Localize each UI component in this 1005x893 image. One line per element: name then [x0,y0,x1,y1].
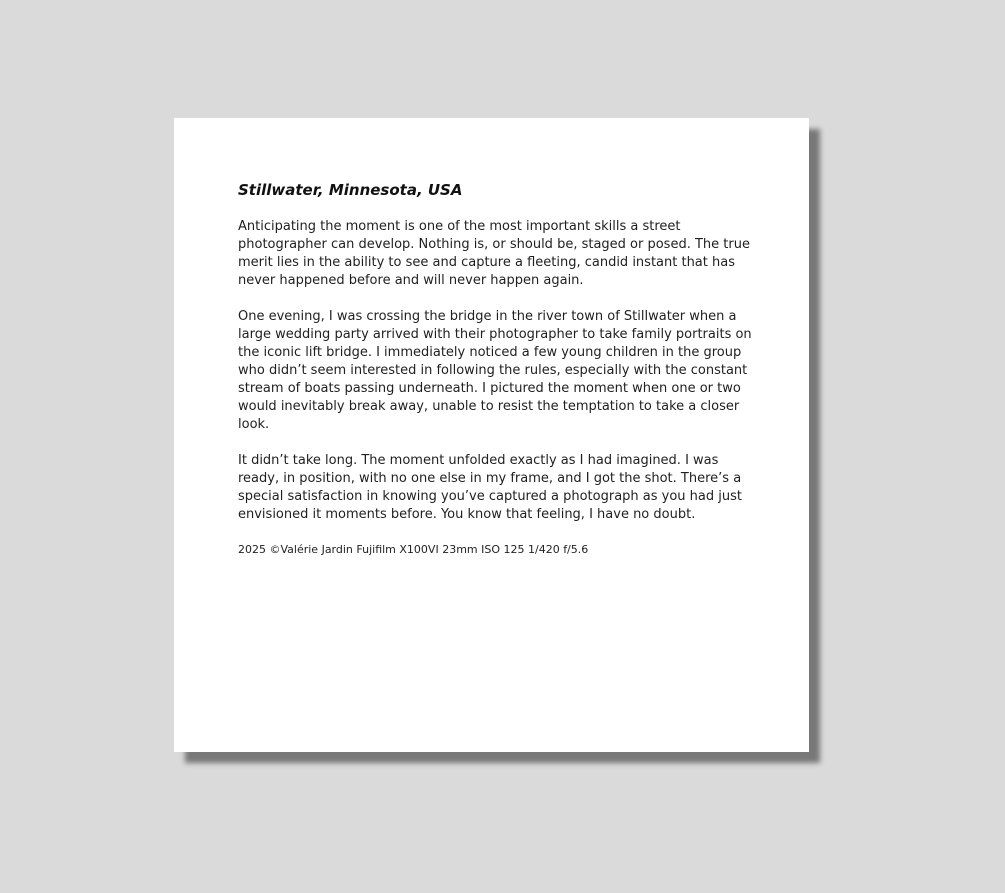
paragraph-3: It didn’t take long. The moment unfolded exactly as I had imagined. I was ready, in position, with no one else in my frame, and I got the shot. There’s a special satisfaction in knowing you’ve captured a photograph as you had just envisioned it moments before. You know that feeling, I have no doubt. [238,453,742,522]
document-page [174,118,809,752]
paragraph-1: Anticipating the moment is one of the most important skills a street photographer can develop. Nothing is, or should be, staged or posed. The true merit lies in the ability to see and capture a fleeting, candid instant that has never happened before and will never happen again. [238,219,750,288]
photo-caption: 2025 ©Valérie Jardin Fujifilm X100VI 23mm ISO 125 1/420 f/5.6 [238,543,589,556]
paragraph-2: One evening, I was crossing the bridge in the river town of Stillwater when a large wedding party arrived with their photographer to take family portraits on the iconic lift bridge. I immediately noticed a few young children in the group who didn’t seem interested in following the rules, especially with the constant stream of boats passing underneath. I pictured the moment when one or two would inevitably break away, unable to resist the temptation to take a closer look. [238,309,752,432]
page-title: Stillwater, Minnesota, USA [238,181,463,199]
page-content [238,180,758,558]
